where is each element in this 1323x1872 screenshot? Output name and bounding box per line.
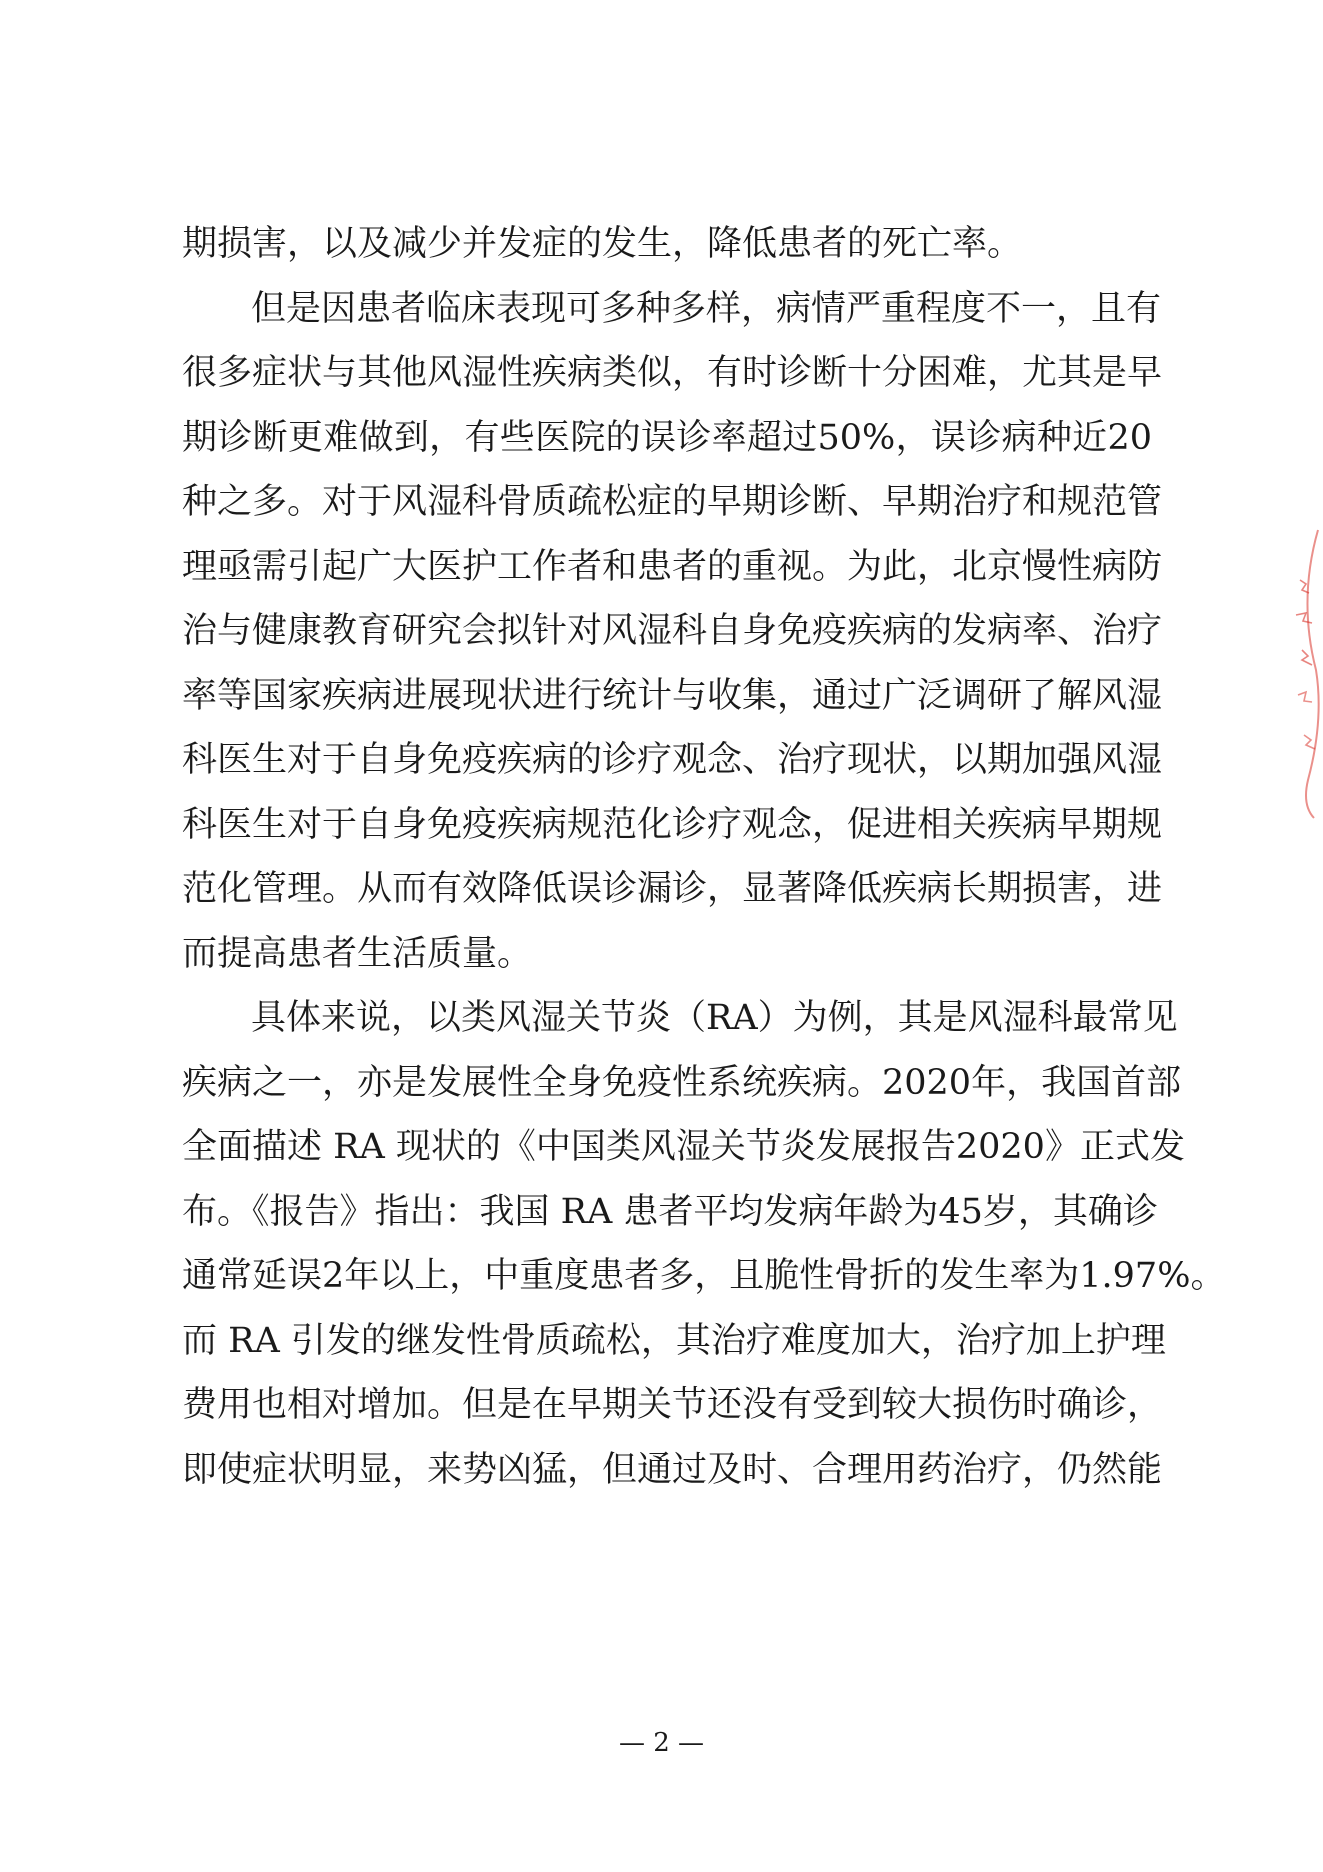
text-line: 很多症状与其他风湿性疾病类似，有时诊断十分困难，尤其是早: [182, 353, 1163, 393]
text-line: 但是因患者临床表现可多种多样，病情严重程度不一，且有: [251, 288, 1162, 329]
text-line: 科医生对于自身免疫疾病规范化诊疗观念，促进相关疾病早期规: [182, 804, 1163, 845]
text-line: 而提高患者生活质量。: [182, 933, 533, 974]
text-line: 治与健康教育研究会拟针对风湿科自身免疫疾病的发病率、治疗: [182, 611, 1163, 651]
text-line: 理亟需引起广大医护工作者和患者的重视。为此，北京慢性病防: [182, 546, 1163, 587]
text-line: 疾病之一，亦是发展性全身免疫性系统疾病。2020年，我国首部: [182, 1062, 1182, 1103]
text-line: 费用也相对增加。但是在早期关节还没有受到较大损伤时确诊，: [182, 1385, 1163, 1425]
text-line: 布。《报告》指出：我国 RA 患者平均发病年龄为45岁，其确诊: [182, 1191, 1158, 1232]
text-line: 率等国家疾病进展现状进行统计与收集，通过广泛调研了解风湿: [182, 675, 1163, 716]
text-line: 期损害，以及减少并发症的发生，降低患者的死亡率。: [182, 224, 1023, 264]
text-line: 范化管理。从而有效降低误诊漏诊，显著降低疾病长期损害，进: [182, 869, 1163, 909]
text-line: 通常延误2年以上，中重度患者多，且脆性骨折的发生率为1.97%。: [182, 1256, 1226, 1296]
text-line: 种之多。对于风湿科骨质疏松症的早期诊断、早期治疗和规范管: [182, 482, 1163, 522]
text-line: 即使症状明显，来势凶猛，但通过及时、合理用药治疗，仍然能: [182, 1449, 1163, 1490]
text-line: 而 RA 引发的继发性骨质疏松，其治疗难度加大，治疗加上护理: [182, 1320, 1166, 1361]
text-line: 具体来说，以类风湿关节炎（RA）为例，其是风湿科最常见: [251, 998, 1178, 1038]
text-line: 科医生对于自身免疫疾病的诊疗观念、治疗现状，以期加强风湿: [182, 740, 1163, 780]
text-line: 全面描述 RA 现状的《中国类风湿关节炎发展报告2020》正式发: [182, 1127, 1185, 1167]
red-seal-fragment: [1278, 520, 1323, 820]
text-line: 期诊断更难做到，有些医院的误诊率超过50%，误诊病种近20: [182, 417, 1152, 458]
page-number: — 2 —: [618, 1728, 705, 1758]
